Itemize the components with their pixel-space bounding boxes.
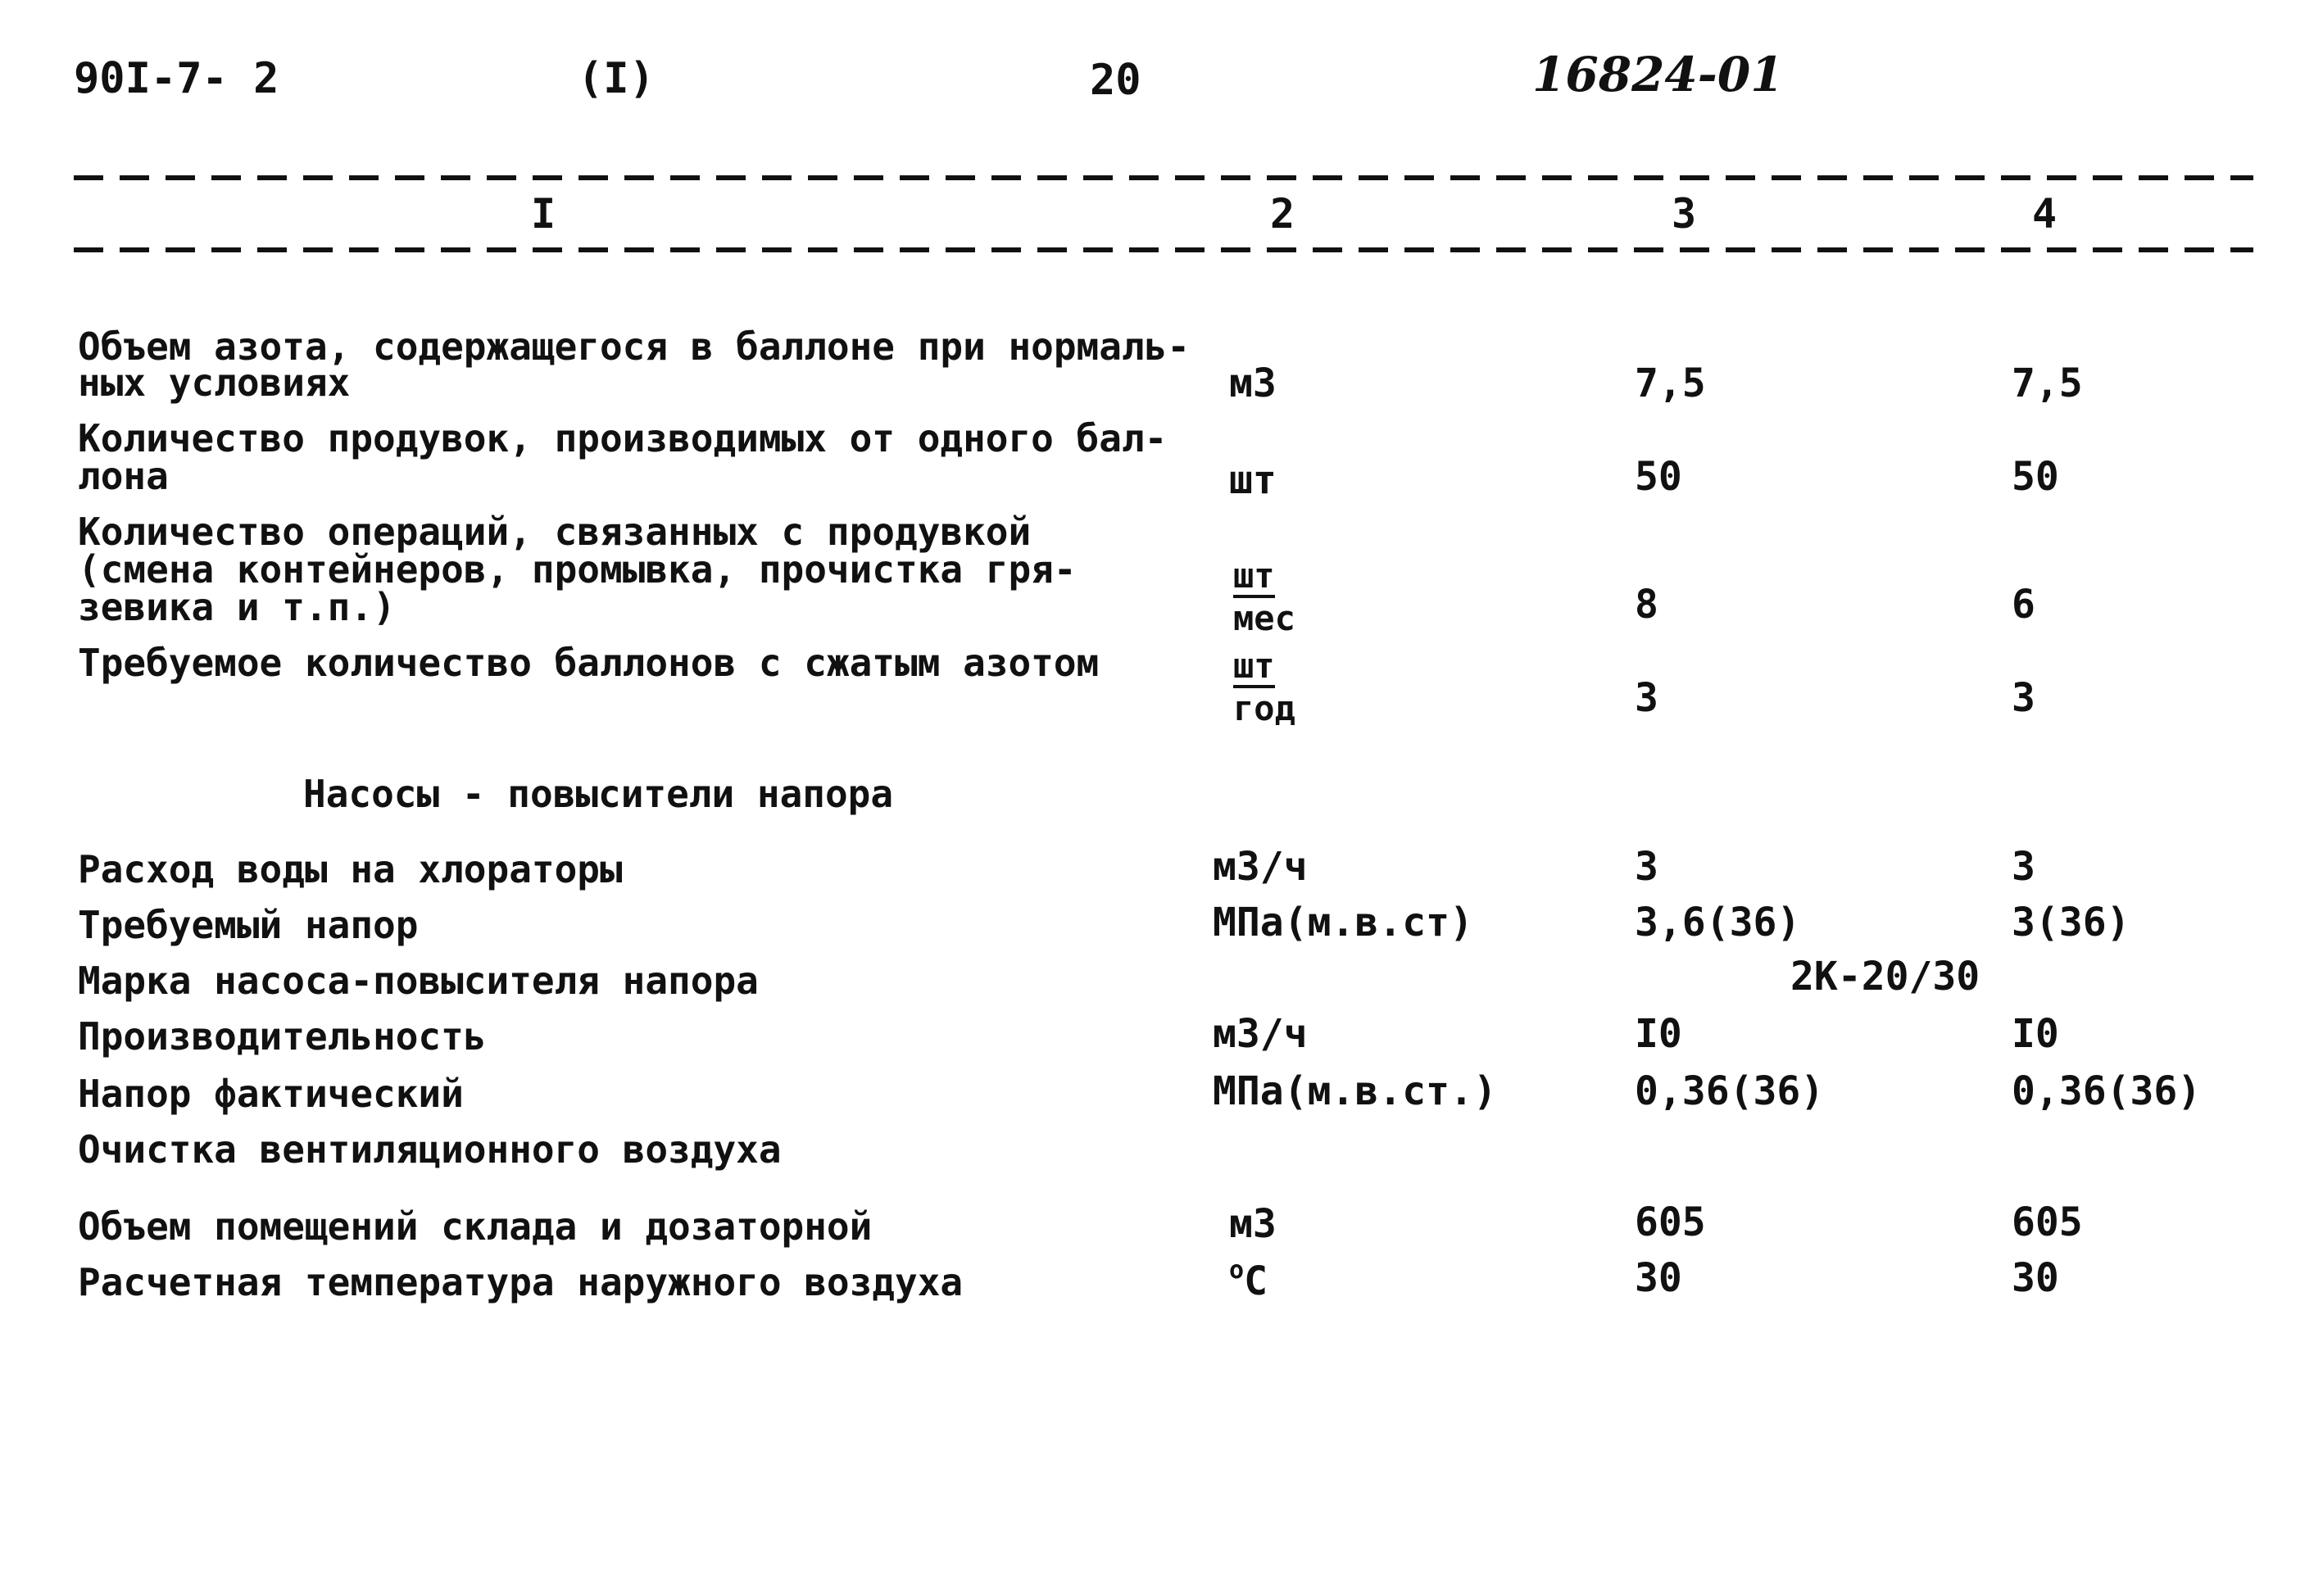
row-label: ных условиях	[78, 360, 351, 405]
degree-superscript: о	[1229, 1256, 1245, 1285]
section-title: Насосы - повысители напора	[303, 772, 894, 816]
row-label: Очистка вентиляционного воздуха	[78, 1127, 782, 1172]
pump-model: 2К-20/30	[1790, 954, 1980, 1000]
row-value-col3: I0	[1635, 1011, 1682, 1057]
row-value-col4: 6	[2012, 582, 2035, 628]
row-value-col4: 3	[2012, 844, 2035, 890]
row-label: Объем азота, содержащегося в баллоне при нормаль-	[78, 324, 1191, 369]
row-value-col4: 7,5	[2012, 360, 2083, 406]
row-unit	[1229, 1256, 1268, 1304]
table-top-rule	[74, 175, 2253, 180]
row-value-col3: 30	[1635, 1255, 1682, 1301]
row-label: Расчетная температура наружного воздуха	[78, 1260, 964, 1304]
row-label: Количество продувок, производимых от одного бал-	[78, 416, 1168, 460]
unit-denominator: год	[1233, 688, 1295, 728]
row-value-col4: 605	[2012, 1199, 2083, 1245]
row-label: Количество операций, связанных с продувкой	[78, 510, 1032, 554]
row-label: Производительность	[78, 1014, 487, 1059]
unit-numerator: шт	[1233, 559, 1275, 598]
row-label: Требуемое количество баллонов с сжатым азотом	[78, 641, 1100, 685]
column-header-2: 2	[1270, 190, 1295, 238]
row-unit-fraction	[1233, 555, 1295, 638]
row-unit-fraction	[1233, 646, 1295, 728]
column-header-4: 4	[2032, 190, 2058, 238]
row-value-col4: 0,36(36)	[2012, 1068, 2202, 1114]
row-unit: шт	[1229, 457, 1277, 503]
row-value-col3: 0,36(36)	[1635, 1068, 1825, 1114]
row-value-col4: 3(36)	[2012, 900, 2130, 945]
row-value-col3: 3,6(36)	[1635, 900, 1801, 945]
row-value-col4: 30	[2012, 1255, 2059, 1301]
row-unit: м3/ч	[1213, 1011, 1308, 1057]
row-label: зевика и т.п.)	[78, 585, 396, 629]
row-label: Требуемый напор	[78, 903, 419, 947]
row-value-col3: 605	[1635, 1199, 1706, 1245]
unit-numerator: шт	[1233, 649, 1275, 688]
row-unit: МПа(м.в.ст.)	[1213, 1068, 1497, 1114]
row-label: Объем помещений склада и дозаторной	[78, 1204, 873, 1249]
page-number: 20	[1090, 56, 1141, 105]
row-unit: м3	[1229, 360, 1277, 406]
table-header-rule	[74, 247, 2253, 252]
row-value-col4: 3	[2012, 675, 2035, 721]
unit-celsius: С	[1244, 1258, 1268, 1304]
part-number: (I)	[578, 54, 655, 103]
row-value-col3: 7,5	[1635, 360, 1706, 406]
row-unit: м3/ч	[1213, 844, 1308, 890]
row-value-col3: 3	[1635, 844, 1658, 890]
row-value-col4: I0	[2012, 1011, 2059, 1057]
row-label: лона	[78, 454, 169, 498]
document-code: 90I-7- 2	[74, 54, 279, 103]
row-unit: м3	[1229, 1201, 1277, 1247]
inventory-number: 16824-01	[1532, 47, 1784, 102]
row-label: Расход воды на хлораторы	[78, 847, 623, 891]
unit-denominator: мес	[1233, 598, 1295, 638]
column-header-3: 3	[1672, 190, 1697, 238]
row-value-col3: 50	[1635, 454, 1682, 500]
row-unit: МПа(м.в.ст)	[1213, 900, 1473, 945]
column-header-1: I	[531, 190, 556, 238]
row-value-col4: 50	[2012, 454, 2059, 500]
row-label: (смена контейнеров, промывка, прочистка гря-	[78, 547, 1077, 592]
row-label: Напор фактический	[78, 1072, 464, 1116]
row-value-col3: 8	[1635, 582, 1658, 628]
row-value-col3: 3	[1635, 675, 1658, 721]
row-label: Марка насоса-повысителя напора	[78, 959, 759, 1003]
